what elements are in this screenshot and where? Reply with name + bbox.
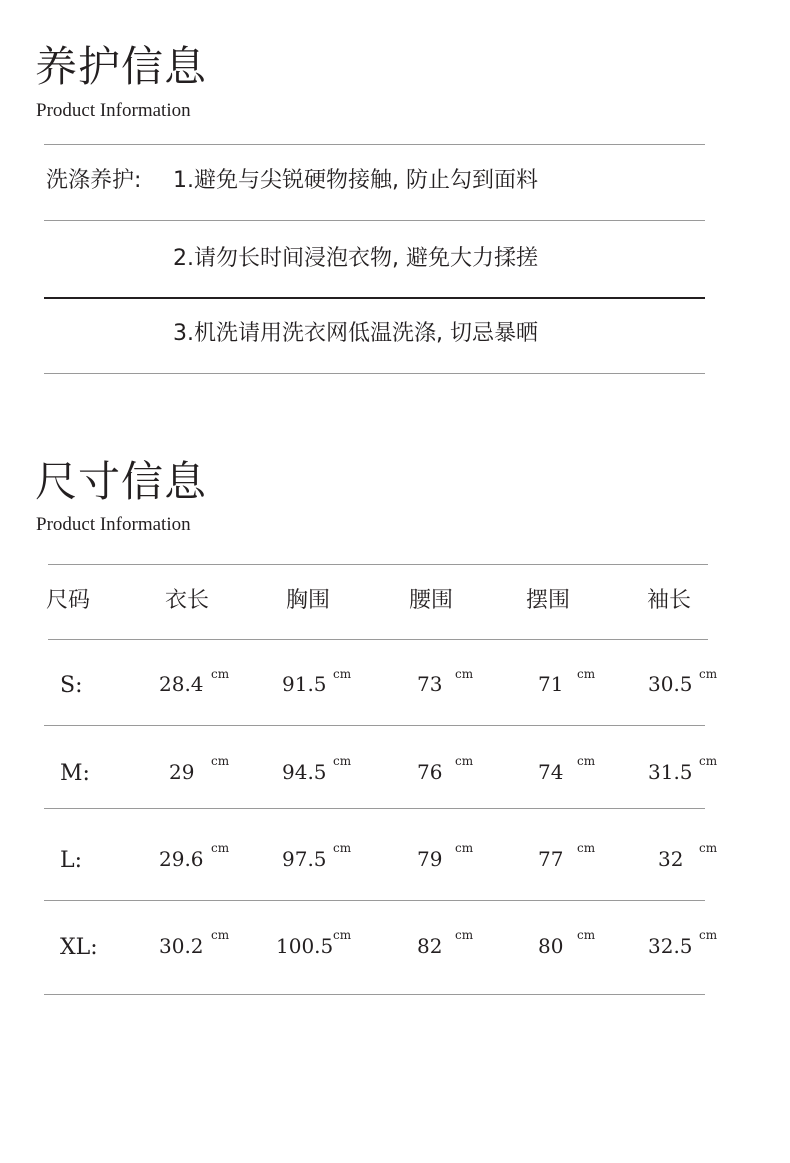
unit-label: cm [333, 841, 352, 855]
unit-label: cm [577, 928, 596, 942]
value-hem: 74 [538, 760, 564, 784]
value-hem: 80 [538, 934, 564, 958]
value-waist: 73 [417, 672, 443, 696]
value-chest: 100.5 [276, 934, 334, 958]
size-label: L: [60, 848, 83, 873]
value-waist: 82 [417, 934, 443, 958]
value-length: 29.6 [159, 847, 204, 871]
unit-label: cm [211, 754, 230, 768]
divider [48, 639, 708, 640]
unit-label: cm [577, 667, 596, 681]
divider [44, 900, 705, 901]
header-length: 衣长 [165, 588, 210, 613]
header-size: 尺码 [46, 588, 91, 613]
unit-label: cm [455, 841, 474, 855]
value-waist: 76 [417, 760, 443, 784]
size-label: S: [60, 673, 83, 698]
unit-label: cm [699, 928, 718, 942]
unit-label: cm [455, 928, 474, 942]
care-label: 洗涤养护: [46, 168, 142, 193]
divider [44, 725, 705, 726]
header-hem: 摆围 [526, 588, 571, 613]
unit-label: cm [211, 667, 230, 681]
size-section-title: 尺寸信息 [35, 457, 208, 506]
size-label: XL: [60, 935, 98, 960]
divider [44, 144, 705, 145]
unit-label: cm [211, 841, 230, 855]
value-hem: 71 [538, 672, 564, 696]
value-sleeve: 32.5 [648, 934, 693, 958]
unit-label: cm [211, 928, 230, 942]
unit-label: cm [455, 754, 474, 768]
value-hem: 77 [538, 847, 564, 871]
value-sleeve: 31.5 [648, 760, 693, 784]
divider [44, 808, 705, 809]
unit-label: cm [455, 667, 474, 681]
unit-label: cm [333, 754, 352, 768]
care-section-title: 养护信息 [35, 42, 208, 91]
unit-label: cm [577, 754, 596, 768]
value-waist: 79 [417, 847, 443, 871]
header-waist: 腰围 [409, 588, 454, 613]
unit-label: cm [699, 667, 718, 681]
value-length: 30.2 [159, 934, 204, 958]
size-section-subtitle: Product Information [36, 514, 191, 535]
divider [44, 297, 705, 299]
divider [44, 373, 705, 374]
size-label: M: [60, 761, 90, 786]
value-chest: 91.5 [282, 672, 327, 696]
value-chest: 97.5 [282, 847, 327, 871]
value-sleeve: 30.5 [648, 672, 693, 696]
unit-label: cm [699, 754, 718, 768]
value-length: 28.4 [159, 672, 204, 696]
divider [44, 994, 705, 995]
value-chest: 94.5 [282, 760, 327, 784]
unit-label: cm [333, 667, 352, 681]
care-section-subtitle: Product Information [36, 100, 191, 121]
value-length: 29 [169, 760, 195, 784]
care-instruction-2: 2.请勿长时间浸泡衣物, 避免大力揉搓 [173, 246, 538, 271]
unit-label: cm [577, 841, 596, 855]
divider [48, 564, 708, 565]
care-instruction-1: 1.避免与尖锐硬物接触, 防止勾到面料 [173, 168, 538, 193]
header-chest: 胸围 [286, 588, 331, 613]
unit-label: cm [699, 841, 718, 855]
header-sleeve: 袖长 [647, 588, 692, 613]
unit-label: cm [333, 928, 352, 942]
value-sleeve: 32 [658, 847, 684, 871]
care-instruction-3: 3.机洗请用洗衣网低温洗涤, 切忌暴晒 [173, 321, 538, 346]
divider [44, 220, 705, 221]
